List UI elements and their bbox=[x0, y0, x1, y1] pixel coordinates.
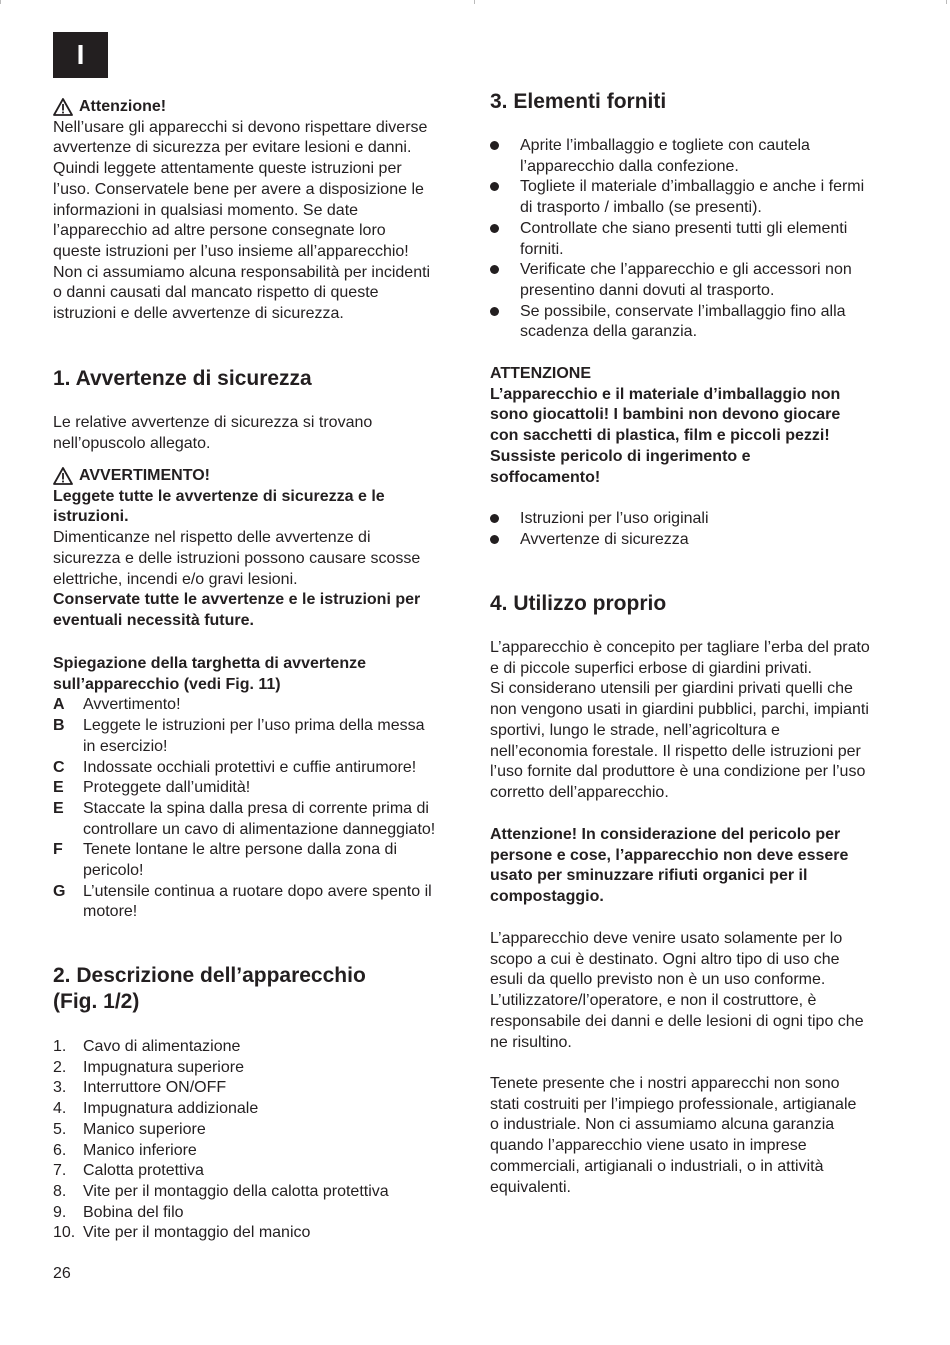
attention-line: sono giocattoli! I bambini non devono giocare bbox=[490, 406, 841, 424]
label-item-text: Avvertimento! bbox=[83, 696, 181, 714]
section-1-heading: 1. Avvertenze di sicurezza bbox=[53, 367, 312, 390]
label-item-text: controllare un cavo di alimentazione danneggiato! bbox=[83, 820, 436, 838]
composting-warning: Attenzione! In considerazione del pericolo per persone e cose, l’apparecchio non deve essere usato per sminuzzare rifiuti organici per il compostaggio. bbox=[490, 826, 849, 906]
section-1-line: sicurezza e delle istruzioni possono causare scosse bbox=[53, 549, 421, 567]
parts-list bbox=[53, 1037, 465, 1244]
intro-line: avvertenze di sicurezza per evitare lesioni e danni. bbox=[53, 139, 412, 157]
section-1-intro-line: Le relative avvertenze di sicurezza si trovano bbox=[53, 414, 373, 431]
list-item: 1. Cavo di alimentazione bbox=[53, 1038, 241, 1055]
list-item: Controllate che siano presenti tutti gli elementi forniti. bbox=[490, 219, 902, 260]
label-heading-line: sull’apparecchio (vedi Fig. 11) bbox=[53, 675, 281, 693]
list-item: 6. Manico inferiore bbox=[53, 1141, 197, 1159]
section-1-intro-line: nell’opuscolo allegato. bbox=[53, 434, 211, 452]
label-item-text: motore! bbox=[83, 903, 138, 921]
section-1-intro bbox=[53, 413, 465, 454]
list-item: 7. Calotta protettiva bbox=[53, 1162, 204, 1180]
label-item-text: Leggete le istruzioni per l’uso prima della messa bbox=[83, 717, 425, 735]
intro-line: l’uso. Conservatele bene per avere a disposizione le bbox=[53, 180, 424, 198]
label-item-text: pericolo! bbox=[83, 862, 144, 880]
section-1-bold-line: Leggete tutte le avvertenze di sicurezza e le bbox=[53, 487, 385, 505]
label-item-key: A bbox=[53, 696, 65, 714]
list-item: 5. Manico superiore bbox=[53, 1120, 206, 1138]
bullet-icon bbox=[490, 302, 520, 343]
intro-warning-title: Attenzione! bbox=[79, 98, 167, 115]
list-item: Avvertenze di sicurezza bbox=[490, 530, 902, 551]
label-heading-line: Spiegazione della targhetta di avvertenze bbox=[53, 655, 366, 672]
liability-paragraph: L’apparecchio deve venire usato solamente per lo scopo a cui è destinato. Ogni altro tipo di uso che esuli da quello previsto non è un uso conforme. L’utilizzatore/l’operatore, e non il costruttore, è responsabile dei danni e delle lesioni di ogni tipo che ne risultino. bbox=[490, 930, 864, 1051]
label-item bbox=[53, 882, 465, 923]
section-1-bold-line: Conservate tutte le avvertenze e le istruzioni per bbox=[53, 591, 421, 609]
label-item bbox=[53, 778, 465, 799]
trim-mark-top-left bbox=[0, 0, 1, 4]
trim-mark-top-right bbox=[946, 0, 947, 4]
bullet-icon bbox=[490, 530, 520, 551]
trim-mark-top-center bbox=[474, 0, 475, 4]
warning-label-explanation bbox=[53, 654, 465, 923]
section-2-heading-line: (Fig. 1/2) bbox=[53, 990, 140, 1013]
section-4-heading: 4. Utilizzo proprio bbox=[490, 592, 667, 615]
warning-triangle-icon bbox=[53, 467, 73, 485]
label-item-key: E bbox=[53, 799, 64, 817]
intro-line: l’apparecchio ad altre persone consegnate loro bbox=[53, 222, 386, 240]
bullet-icon bbox=[490, 219, 520, 260]
list-item: Istruzioni per l’uso originali bbox=[490, 509, 902, 530]
label-item bbox=[53, 716, 465, 757]
list-item: 2. Impugnatura superiore bbox=[53, 1058, 244, 1076]
list-item: 8. Vite per il montaggio della calotta protettiva bbox=[53, 1182, 389, 1200]
intro-line: Nell’usare gli apparecchi si devono rispettare diverse bbox=[53, 118, 428, 136]
section-2-heading-line: 2. Descrizione dell’apparecchio bbox=[53, 964, 366, 987]
list-item: Verificate che l’apparecchio e gli accessori non presentino danni dovuti al trasporto. bbox=[490, 260, 902, 301]
intro-line: istruzioni e delle avvertenze di sicurezza. bbox=[53, 305, 344, 323]
section-1-line: elettriche, incendi e/o gravi lesioni. bbox=[53, 570, 298, 588]
section-1-line: Dimenticanze nel rispetto delle avvertenze di bbox=[53, 529, 371, 547]
attention-line: L’apparecchio e il materiale d’imballaggio non bbox=[490, 385, 841, 403]
list-item: 4. Impugnatura addizionale bbox=[53, 1100, 259, 1118]
packaging-attention bbox=[490, 364, 902, 488]
label-item-text: Indossate occhiali protettivi e cuffie antirumore! bbox=[83, 758, 417, 776]
attention-line: Sussiste pericolo di ingerimento e bbox=[490, 447, 751, 465]
list-item: Aprite l’imballaggio e togliete con cautela l’apparecchio dalla confezione. bbox=[490, 136, 902, 177]
intro-line: Non ci assumiamo alcuna responsabilità per incidenti bbox=[53, 263, 431, 281]
intro-line: informazioni in qualsiasi momento. Se date bbox=[53, 201, 359, 219]
section-2-heading bbox=[53, 963, 465, 1015]
label-item-text: in esercizio! bbox=[83, 737, 168, 755]
bullet-icon bbox=[490, 260, 520, 301]
label-item-text: L’utensile continua a ruotare dopo avere spento il bbox=[83, 882, 432, 900]
attention-line: con sacchetti di plastica, film e piccoli pezzi! bbox=[490, 427, 830, 445]
label-item bbox=[53, 799, 465, 840]
intro-line: o danni causati dal mancato rispetto di queste bbox=[53, 284, 379, 302]
unpacking-steps bbox=[490, 136, 902, 343]
bullet-icon bbox=[490, 177, 520, 218]
label-item-key: B bbox=[53, 717, 65, 735]
label-item-text: Tenete lontane le altre persone dalla zona di bbox=[83, 841, 397, 859]
warning-triangle-icon bbox=[53, 98, 73, 116]
attention-line: soffocamento! bbox=[490, 468, 601, 486]
section-1-warning-title: AVVERTIMENTO! bbox=[79, 467, 210, 484]
bullet-icon bbox=[490, 136, 520, 177]
label-item-text: Staccate la spina dalla presa di corrente prima di bbox=[83, 799, 429, 817]
attention-title: ATTENZIONE bbox=[490, 365, 592, 382]
bullet-icon bbox=[490, 509, 520, 530]
list-item: 3. Interruttore ON/OFF bbox=[53, 1079, 227, 1097]
section-1-warning bbox=[53, 466, 465, 632]
page-number: 26 bbox=[53, 1265, 71, 1282]
list-item: 10. Vite per il montaggio del manico bbox=[53, 1224, 311, 1242]
label-item-key: C bbox=[53, 758, 65, 776]
professional-use-paragraph: Tenete presente che i nostri apparecchi non sono stati costruiti per l’impiego professionale, artigianale o industriale. Non ci assumiamo alcuna garanzia quando l’apparecchio viene usato in imprese commerciali, artigianali o industriali, o in attività equivalenti. bbox=[490, 1075, 857, 1196]
label-item-key: G bbox=[53, 882, 66, 900]
label-item bbox=[53, 695, 465, 716]
label-item bbox=[53, 758, 465, 779]
label-item-key: F bbox=[53, 841, 63, 859]
list-item: 9. Bobina del filo bbox=[53, 1203, 184, 1221]
label-item-key: E bbox=[53, 779, 64, 797]
intro-warning bbox=[53, 97, 465, 325]
section-3-heading: 3. Elementi forniti bbox=[490, 90, 667, 113]
section-1-bold-line: istruzioni. bbox=[53, 508, 129, 526]
list-item: Se possibile, conservate l’imballaggio fino alla scadenza della garanzia. bbox=[490, 302, 902, 343]
intro-line: Quindi leggete attentamente queste istruzioni per bbox=[53, 160, 402, 178]
section-1-bold-line: eventuali necessità future. bbox=[53, 611, 254, 629]
supplied-items bbox=[490, 509, 902, 550]
intended-use-paragraph: L’apparecchio è concepito per tagliare l’erba del prato e di piccole superfici erbose di giardini privati. Si considerano utensili per giardini privati quelli che non vengono usati in giardini pubblici, parchi, impianti sportivi, lungo le strade, nell’agricoltura e nell’economia forestale. Il rispetto delle istruzioni per l’uso fornite dal produttore è una condizione per l’uso corretto dell’apparecchio. bbox=[490, 639, 870, 801]
intro-line: queste istruzioni per l’uso insieme all’apparecchio! bbox=[53, 242, 409, 260]
language-tab: I bbox=[53, 32, 108, 78]
list-item: Togliete il materiale d’imballaggio e anche i fermi di trasporto / imballo (se presenti). bbox=[490, 177, 902, 218]
label-item bbox=[53, 840, 465, 881]
label-item-text: Proteggete dall’umidità! bbox=[83, 779, 251, 797]
